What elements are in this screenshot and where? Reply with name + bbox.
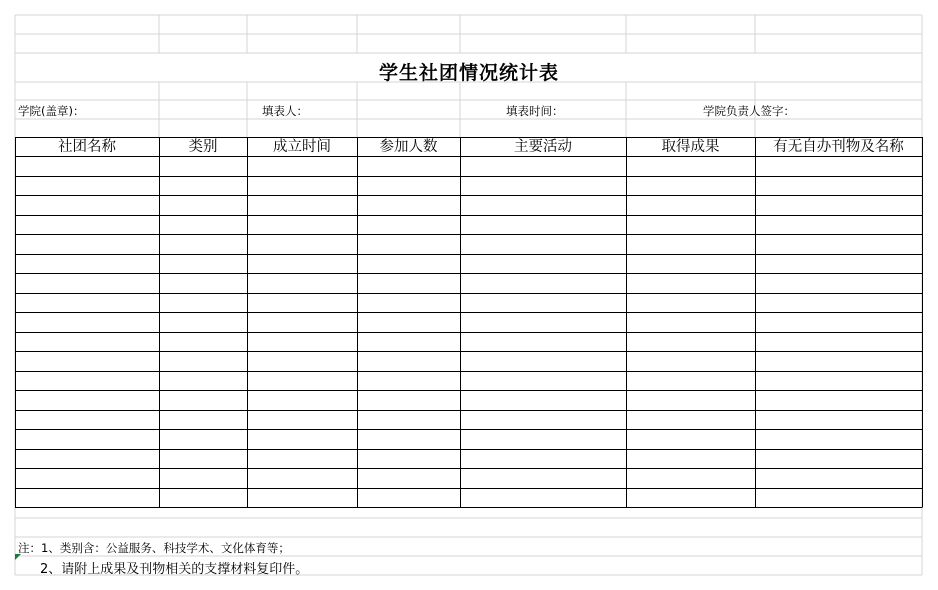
table-cell[interactable] <box>755 156 922 176</box>
table-cell[interactable] <box>755 429 922 449</box>
table-cell[interactable] <box>357 176 460 196</box>
table-cell[interactable] <box>247 273 357 293</box>
signature-label: 学院负责人签字： <box>703 104 795 118</box>
column-header: 有无自办刊物及名称 <box>773 139 904 155</box>
table-cell[interactable] <box>755 293 922 313</box>
table-cell[interactable] <box>15 195 159 215</box>
table-cell[interactable] <box>357 371 460 391</box>
column-header: 类别 <box>188 139 218 155</box>
table-cell[interactable] <box>159 468 247 488</box>
table-cell[interactable] <box>15 254 159 274</box>
table-cell[interactable] <box>357 234 460 254</box>
filler-label: 填表人： <box>262 104 308 118</box>
column-header: 取得成果 <box>661 139 720 155</box>
table-cell[interactable] <box>357 410 460 430</box>
table-cell[interactable] <box>460 429 626 449</box>
table-cell[interactable] <box>15 488 159 508</box>
table-cell[interactable] <box>159 390 247 410</box>
table-cell[interactable] <box>357 332 460 352</box>
column-header: 社团名称 <box>58 139 116 155</box>
table-cell[interactable] <box>626 273 755 293</box>
table-cell[interactable] <box>626 449 755 469</box>
table-cell[interactable] <box>460 273 626 293</box>
table-cell[interactable] <box>159 273 247 293</box>
table-cell[interactable] <box>755 468 922 488</box>
table-cell[interactable] <box>15 410 159 430</box>
table-cell[interactable] <box>15 390 159 410</box>
table-cell[interactable] <box>357 195 460 215</box>
table-cell[interactable] <box>15 332 159 352</box>
table-cell[interactable] <box>626 488 755 508</box>
table-cell[interactable] <box>159 293 247 313</box>
table-cell[interactable] <box>247 195 357 215</box>
table-cell[interactable] <box>357 449 460 469</box>
table-cell[interactable] <box>247 429 357 449</box>
table-cell[interactable] <box>15 312 159 332</box>
table-cell[interactable] <box>626 176 755 196</box>
table-cell[interactable] <box>460 195 626 215</box>
table-cell[interactable] <box>15 429 159 449</box>
table-cell[interactable] <box>460 371 626 391</box>
table-cell[interactable] <box>247 293 357 313</box>
table-cell[interactable] <box>15 215 159 235</box>
table-cell[interactable] <box>626 215 755 235</box>
table-cell[interactable] <box>357 312 460 332</box>
table-cell[interactable] <box>159 429 247 449</box>
table-cell[interactable] <box>460 332 626 352</box>
table-cell[interactable] <box>755 312 922 332</box>
table-cell[interactable] <box>15 293 159 313</box>
table-cell[interactable] <box>357 468 460 488</box>
table-cell[interactable] <box>159 176 247 196</box>
table-cell[interactable] <box>159 449 247 469</box>
table-cell[interactable] <box>460 254 626 274</box>
table-cell[interactable] <box>15 351 159 371</box>
table-cell[interactable] <box>626 410 755 430</box>
table-cell[interactable] <box>159 332 247 352</box>
table-cell[interactable] <box>247 449 357 469</box>
cell-comment-marker <box>15 554 21 560</box>
table-cell[interactable] <box>15 468 159 488</box>
table-cell[interactable] <box>247 390 357 410</box>
table-cell[interactable] <box>357 390 460 410</box>
table-cell[interactable] <box>159 410 247 430</box>
table-cell[interactable] <box>15 176 159 196</box>
page-title: 学生社团情况统计表 <box>378 62 559 84</box>
table-cell[interactable] <box>626 390 755 410</box>
table-cell[interactable] <box>159 371 247 391</box>
column-header: 参加人数 <box>379 139 438 155</box>
table-cell[interactable] <box>626 234 755 254</box>
table-cell[interactable] <box>15 234 159 254</box>
table-cell[interactable] <box>357 351 460 371</box>
table-cell[interactable] <box>15 273 159 293</box>
table-cell[interactable] <box>159 215 247 235</box>
table-cell[interactable] <box>247 410 357 430</box>
table-cell[interactable] <box>247 468 357 488</box>
table-cell[interactable] <box>755 351 922 371</box>
table-cell[interactable] <box>247 176 357 196</box>
table-cell[interactable] <box>15 156 159 176</box>
table-cell[interactable] <box>460 215 626 235</box>
table-cell[interactable] <box>755 390 922 410</box>
table-cell[interactable] <box>626 351 755 371</box>
table-cell[interactable] <box>626 312 755 332</box>
table-cell[interactable] <box>247 332 357 352</box>
table-cell[interactable] <box>626 195 755 215</box>
table-cell[interactable] <box>755 176 922 196</box>
table-cell[interactable] <box>159 488 247 508</box>
table-cell[interactable] <box>626 332 755 352</box>
table-cell[interactable] <box>357 156 460 176</box>
table-cell[interactable] <box>755 449 922 469</box>
column-header: 成立时间 <box>273 139 331 155</box>
table-cell[interactable] <box>755 488 922 508</box>
table-cell[interactable] <box>626 156 755 176</box>
table-cell[interactable] <box>247 254 357 274</box>
table-cell[interactable] <box>357 215 460 235</box>
table-cell[interactable] <box>460 390 626 410</box>
table-cell[interactable] <box>460 468 626 488</box>
table-cell[interactable] <box>159 254 247 274</box>
table-cell[interactable] <box>460 449 626 469</box>
table-cell[interactable] <box>247 156 357 176</box>
table-cell[interactable] <box>15 371 159 391</box>
table-cell[interactable] <box>626 468 755 488</box>
table-cell[interactable] <box>460 234 626 254</box>
table-cell[interactable] <box>755 273 922 293</box>
table-cell[interactable] <box>357 273 460 293</box>
table-cell[interactable] <box>460 488 626 508</box>
college-stamp-label: 学院(盖章)： <box>18 104 85 118</box>
table-cell[interactable] <box>460 410 626 430</box>
table-cell[interactable] <box>755 332 922 352</box>
table-cell[interactable] <box>755 215 922 235</box>
table-cell[interactable] <box>159 351 247 371</box>
table-cell[interactable] <box>247 371 357 391</box>
table-cell[interactable] <box>755 410 922 430</box>
table-cell[interactable] <box>357 254 460 274</box>
table-cell[interactable] <box>460 156 626 176</box>
note-line-1: 注：1、类别含：公益服务、科技学术、文化体育等； <box>18 541 290 555</box>
table-cell[interactable] <box>460 351 626 371</box>
table-cell[interactable] <box>159 234 247 254</box>
fill-time-label: 填表时间： <box>506 104 564 118</box>
table-cell[interactable] <box>247 351 357 371</box>
note-line-2: 2、请附上成果及刊物相关的支撑材料复印件。 <box>40 562 309 577</box>
table-cell[interactable] <box>755 234 922 254</box>
table-cell[interactable] <box>755 195 922 215</box>
table-cell[interactable] <box>357 429 460 449</box>
table-cell[interactable] <box>247 488 357 508</box>
table-cell[interactable] <box>755 371 922 391</box>
table-cell[interactable] <box>357 293 460 313</box>
table-cell[interactable] <box>247 215 357 235</box>
table-cell[interactable] <box>626 293 755 313</box>
table-cell[interactable] <box>460 312 626 332</box>
table-cell[interactable] <box>159 156 247 176</box>
table-cell[interactable] <box>626 429 755 449</box>
table-cell[interactable] <box>159 312 247 332</box>
table-cell[interactable] <box>247 234 357 254</box>
table-cell[interactable] <box>159 195 247 215</box>
table-cell[interactable] <box>247 312 357 332</box>
table-cell[interactable] <box>460 293 626 313</box>
table-cell[interactable] <box>626 371 755 391</box>
table-cell[interactable] <box>15 449 159 469</box>
table-cell[interactable] <box>755 254 922 274</box>
table-cell[interactable] <box>460 176 626 196</box>
table-cell[interactable] <box>357 488 460 508</box>
table-cell[interactable] <box>626 254 755 274</box>
column-header: 主要活动 <box>514 139 572 155</box>
